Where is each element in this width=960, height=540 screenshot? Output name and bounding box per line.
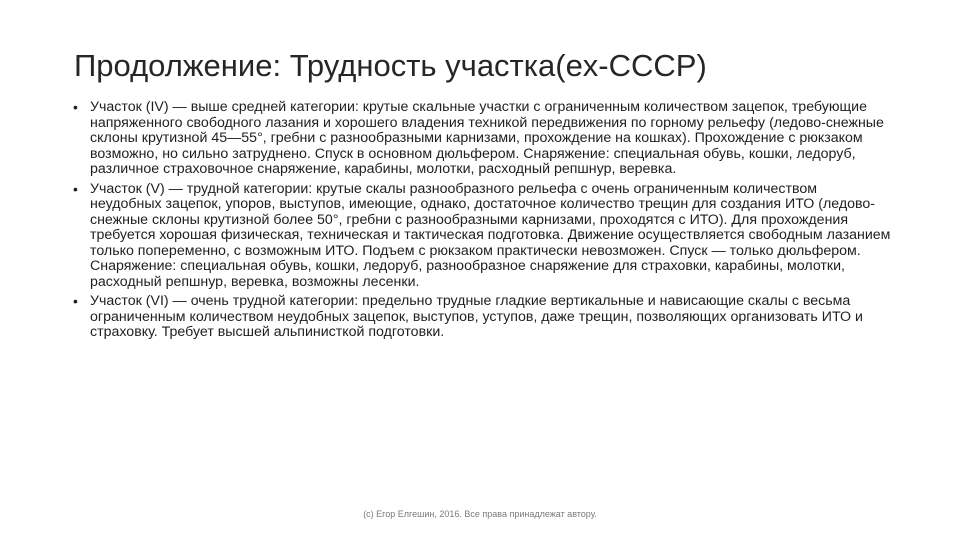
bullet-marker: •: [73, 180, 78, 197]
bullet-text-v: Участок (V) — трудной категории: крутые скалы разнообразного рельефа с очень ограниченным количеством неудобных зацепок, упоров, выступов, имеющие, однако, достаточное количество трещин для создания ИТО (ледово-снежные склоны крутизной более 50°, гребни с разнообразными карнизами, проходятся с ИТО). Для прохождения требуется хорошая физическая, техническая и тактическая подготовка. Движение осуществляется свободным лазанием только попеременно, с возможным ИТО. Подъем с рюкзаком практически невозможен. Спуск — только дюльфером. Снаряжение: специальная обувь, кошки, ледоруб, разнообразное снаряжение для страховки, карабины, молотки, расходный репшнур, веревка, возможны лесенки.: [90, 180, 891, 290]
copyright-footer: (c) Егор Елгешин, 2016. Все права принадлежат автору.: [363, 509, 597, 519]
bullet-list: [72, 100, 892, 345]
slide-title: Продолжение: Трудность участка(ex-СССР): [74, 48, 707, 83]
bullet-item-iv: [72, 100, 892, 178]
bullet-text-iv: Участок (IV) — выше средней категории: крутые скальные участки с ограниченным количеством зацепок, требующие напряженного свободного лазания и хорошего владения техникой передвижения по горному рельефу (ледово-снежные склоны крутизной 45—55°, гребни с разнообразными карнизами, прохождение на кошках). Прохождение с рюкзаком возможно, но сильно затруднено. Спуск в основном дюльфером. Снаряжение: специальная обувь, кошки, ледоруб, различное страховочное снаряжение, карабины, молотки, расходный репшнур, веревка.: [90, 99, 884, 177]
bullet-marker: •: [73, 293, 78, 309]
bullet-item-vi: [72, 294, 892, 341]
bullet-item-v: [72, 182, 892, 291]
bullet-marker: •: [73, 99, 78, 115]
bullet-text-vi: Участок (VI) — очень трудной категории: предельно трудные гладкие вертикальные и нависающие скалы с весьма ограниченным количеством неудобных зацепок, выступов, уступов, даже трещин, позволяющих организовать ИТО и страховку. Требует высшей альпинисткой подготовки.: [90, 293, 863, 340]
